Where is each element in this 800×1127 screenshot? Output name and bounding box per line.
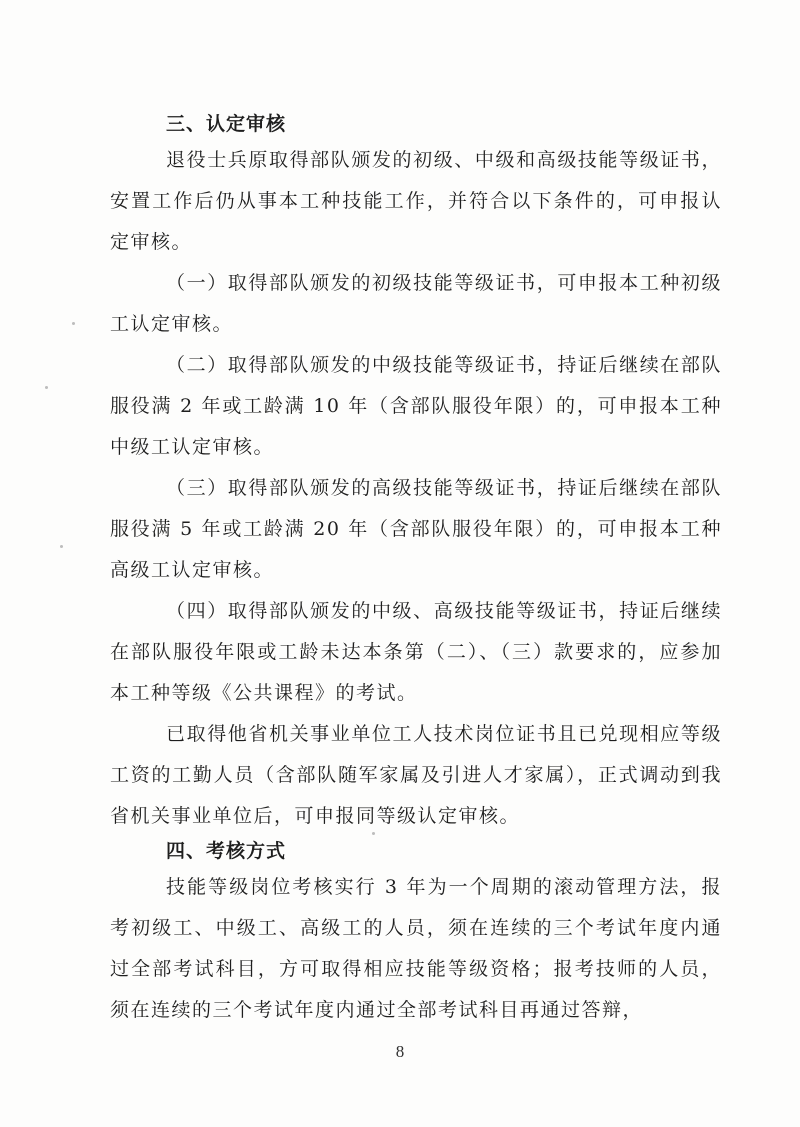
scan-speck [60, 545, 63, 548]
paragraph-item-four: （四）取得部队颁发的中级、高级技能等级证书，持证后继续在部队服役年限或工龄未达本条第（二）、（三）款要求的，应参加本工种等级《公共课程》的考试。 [110, 600, 722, 704]
paragraph-item-one: （一）取得部队颁发的初级技能等级证书，可申报本工种初级工认定审核。 [110, 272, 722, 335]
section-heading-assessment-method: 四、考核方式 [166, 840, 287, 862]
paragraph-veteran-eligibility: 退役士兵原取得部队颁发的初级、中级和高级技能等级证书，安置工作后仍从事本工种技能工作，并符合以下条件的，可申报认定审核。 [110, 149, 722, 253]
paragraph-item-three: （三）取得部队颁发的高级技能等级证书，持证后继续在部队服役满 5 年或工龄满 20 年（含部队服役年限）的，可申报本工种高级工认定审核。 [110, 477, 722, 581]
page-number: 8 [395, 1042, 405, 1061]
document-body [110, 110, 722, 1031]
paragraph-item-two: （二）取得部队颁发的中级技能等级证书，持证后继续在部队服役满 2 年或工龄满 10 年（含部队服役年限）的，可申报本工种中级工认定审核。 [110, 354, 722, 458]
section-heading-certification-review: 三、认定审核 [166, 113, 287, 135]
scan-speck [372, 832, 375, 835]
scan-speck [45, 386, 48, 389]
scan-speck [72, 322, 75, 325]
paragraph-rolling-management: 技能等级岗位考核实行 3 年为一个周期的滚动管理方法，报考初级工、中级工、高级工的人员，须在连续的三个考试年度内通过全部考试科目，方可取得相应技能等级资格；报考技师的人员，须在连续的三个考试年度内通过全部考试科目再通过答辩， [110, 876, 722, 1021]
paragraph-transfer-staff: 已取得他省机关事业单位工人技术岗位证书且已兑现相应等级工资的工勤人员（含部队随军家属及引进人才家属），正式调动到我省机关事业单位后，可申报同等级认定审核。 [110, 723, 722, 827]
